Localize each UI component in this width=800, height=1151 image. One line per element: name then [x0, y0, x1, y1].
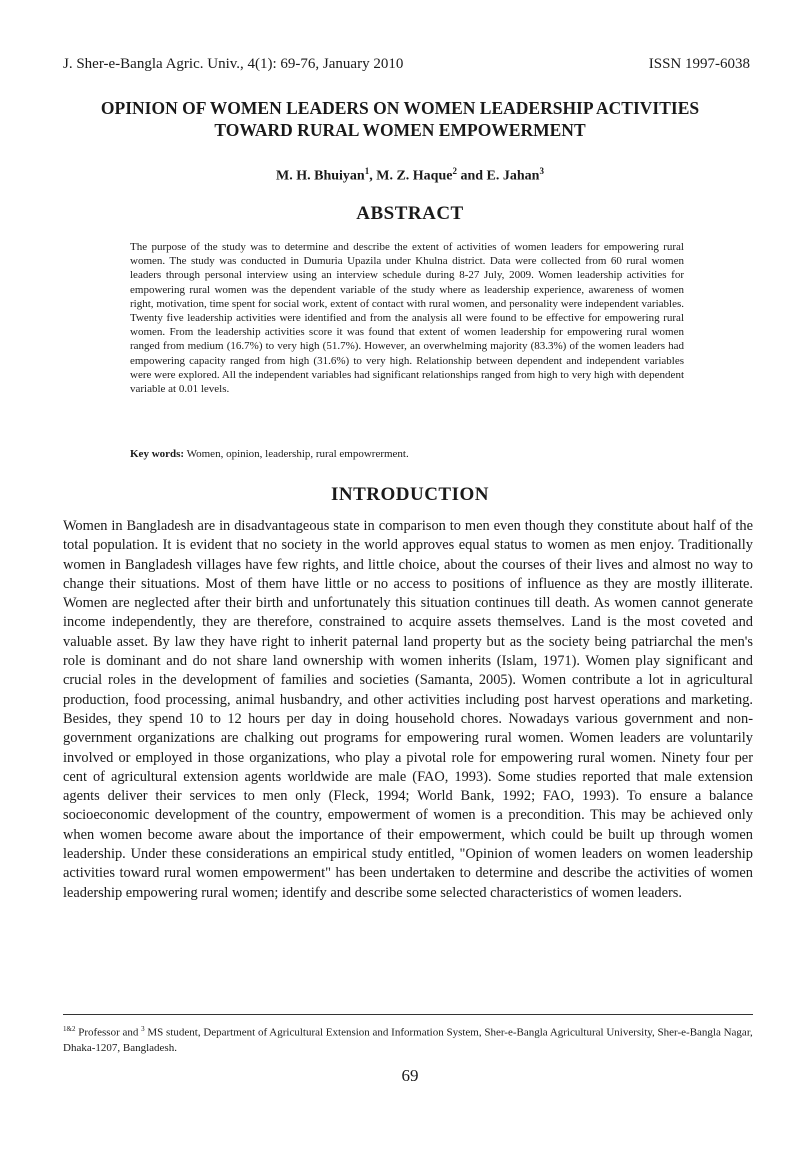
affiliation-footnote — [63, 1022, 753, 1056]
author-separator: and — [456, 168, 487, 184]
author-separator: , — [369, 168, 377, 184]
page-number: 69 — [401, 1066, 419, 1085]
footnote-text-1: Professor and — [75, 1026, 142, 1039]
author-3-affiliation: 3 — [539, 166, 544, 176]
title-line-2: TOWARD RURAL WOMEN EMPOWERMENT — [214, 120, 586, 140]
paper-title — [40, 97, 760, 141]
issn: ISSN 1997-6038 — [648, 56, 750, 72]
author-1-affiliation: 1 — [364, 166, 370, 176]
title-line-1: OPINION OF WOMEN LEADERS ON WOMEN LEADERSHIP ACTIVITIES — [100, 98, 700, 118]
introduction-heading: INTRODUCTION — [330, 484, 490, 505]
footnote-marker: 1&2 — [63, 1025, 76, 1033]
running-head — [63, 56, 750, 76]
footnote-text-2: MS student, Department of Agricultural Extension and Information System, Sher-e-Bangla Agricultural University, Sher-e-Bangla Nagar, Dhaka-1207, Bangladesh. — [63, 1026, 753, 1054]
author-2: M. Z. Haque — [376, 168, 453, 184]
journal-citation: J. Sher-e-Bangla Agric. Univ., 4(1): 69-76, January 2010 — [63, 56, 404, 72]
keywords — [130, 448, 684, 460]
footnote-divider — [63, 1014, 753, 1015]
abstract-heading: ABSTRACT — [356, 203, 464, 224]
footnote-marker-2: 3 — [141, 1025, 145, 1033]
author-1: M. H. Bhuiyan — [276, 168, 365, 184]
abstract-text: The purpose of the study was to determine and describe the extent of activities of women leaders for empowering rural women. The study was conducted in Dumuria Upazila under Khulna district. Data were collected from 60 rural women leaders through personal interview using an interview schedule during 8-27 July, 2009. Women leadership activities for empowering rural women was the dependent variable of the study where as leadership experience, awareness of women right, motivation, time spent for social work, extent of contact with rural women, and personality were independent variables. Twenty five leadership activities were identified and from the analysis all were found to be effective for empowering rural women. From the leadership activities score it was found that extent of women leadership for empowering rural women ranged from medium (16.7%) to very high (51.7%). However, an overwhelming majority (83.3%) of the women leaders had empowering capacity ranged from high (31.6%) to very high. Relationship between dependent and independent variables were were explored. All the independent variables had significant relationships ranged from high to very high with dependent variable at 0.01 levels. — [130, 241, 684, 396]
author-2-affiliation: 2 — [452, 166, 457, 176]
keywords-label: Key words: — [130, 448, 185, 460]
keywords-list: Women, opinion, leadership, rural empowrerment. — [184, 448, 409, 460]
introduction-text: Women in Bangladesh are in disadvantageous state in comparison to men even though they constitute about half of the total population. It is evident that no society in the world approves equal status to women as men enjoy. Traditionally women in Bangladesh villages have few rights, and little choice, about the courses of their lives and almost no way to change their situations. Most of them have little or no access to positions of influence as they are mostly illiterate. Women are neglected after their birth and unfortunately this situation continues till death. As women cannot generate income independently, they are therefore, constrained to acquire assets themselves. Land is the most coveted and valuable asset. By law they have right to inherit paternal land property but as the society being patriarchal the men's role is dominant and do not share land ownership with women inherits (Islam, 1971). Women play significant and crucial roles in the development of families and societies (Samanta, 2005). Women contribute a lot in agricultural production, food processing, animal husbandry, and other activities including post harvest operations and marketing. Besides, they spend 10 to 12 hours per day in doing household chores. Nowadays various government and non-government organizations are chalking out programs for empowering rural women. Women leaders are voluntarily involved or employed in those organizations, who play a pivotal role for empowering rural women. Ninety four per cent of agricultural extension agents worldwide are male (FAO, 1993). Some studies reported that male extension agents deliver their services to men only (Fleck, 1994; World Bank, 1992; FAO, 1993). To ensure a balance socioeconomic development of the country, empowerment of women is a precondition. This may be achieved only when women become aware about the importance of their empowerment, which could be built up through women leadership. Under these considerations an empirical study entitled, "Opinion of women leaders on women leadership activities toward rural women empowerment" has been undertaken to determine and describe the activities of women leadership empowering rural women; identify and describe some selected characteristics of women leaders. — [63, 518, 753, 901]
author-list — [0, 166, 800, 185]
author-3: E. Jahan — [486, 168, 540, 184]
